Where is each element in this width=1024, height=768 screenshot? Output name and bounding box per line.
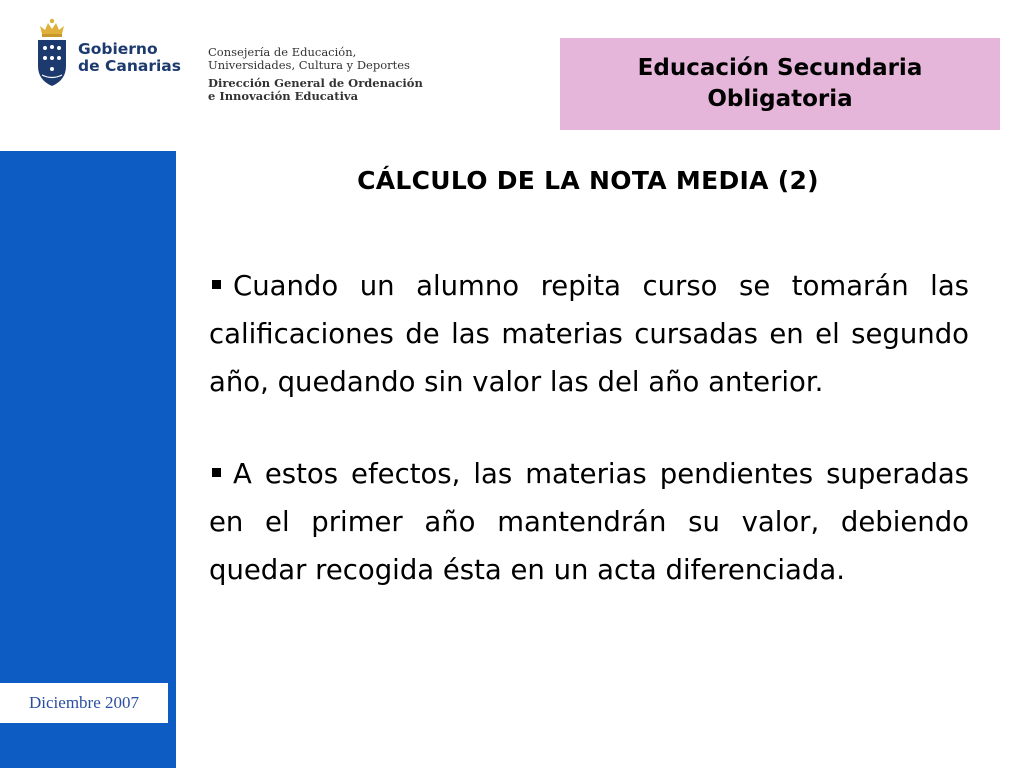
- section-badge: [560, 38, 1000, 130]
- department-line1: Consejería de Educación,: [208, 45, 357, 59]
- slide-header: [0, 0, 1024, 150]
- gobierno-de-canarias-logo: [30, 18, 430, 103]
- coat-of-arms-icon: [34, 18, 70, 88]
- org-name: [78, 41, 181, 75]
- section-badge-line2: Obligatoria: [707, 86, 853, 112]
- bullet-item: [209, 450, 969, 594]
- department-line4: e Innovación Educativa: [208, 88, 359, 103]
- department-line2: Universidades, Cultura y Deportes: [208, 57, 410, 72]
- org-name-line1: Gobierno: [78, 40, 158, 58]
- section-badge-line1: Educación Secundaria: [637, 55, 923, 81]
- department-line3: Dirección General de Ordenación: [208, 76, 423, 90]
- bullet-text: Cuando un alumno repita curso se tomarán las calificaciones de las materias cursadas en el segundo año, quedando sin valor las del año anterior.: [209, 270, 969, 398]
- bullet-list: [209, 262, 969, 638]
- sidebar-bar: [0, 151, 176, 768]
- square-bullet-icon: [212, 280, 221, 289]
- slide-title: CÁLCULO DE LA NOTA MEDIA (2): [357, 166, 819, 195]
- bullet-item: [209, 262, 969, 406]
- department-name: [208, 46, 423, 102]
- bullet-text: A estos efectos, las materias pendientes superadas en el primer año mantendrán su valor, debiendo quedar recogida ésta en un acta diferenciada.: [209, 458, 969, 586]
- org-name-line2: de Canarias: [78, 57, 181, 75]
- square-bullet-icon: [212, 468, 221, 477]
- date-label: Diciembre 2007: [0, 683, 168, 723]
